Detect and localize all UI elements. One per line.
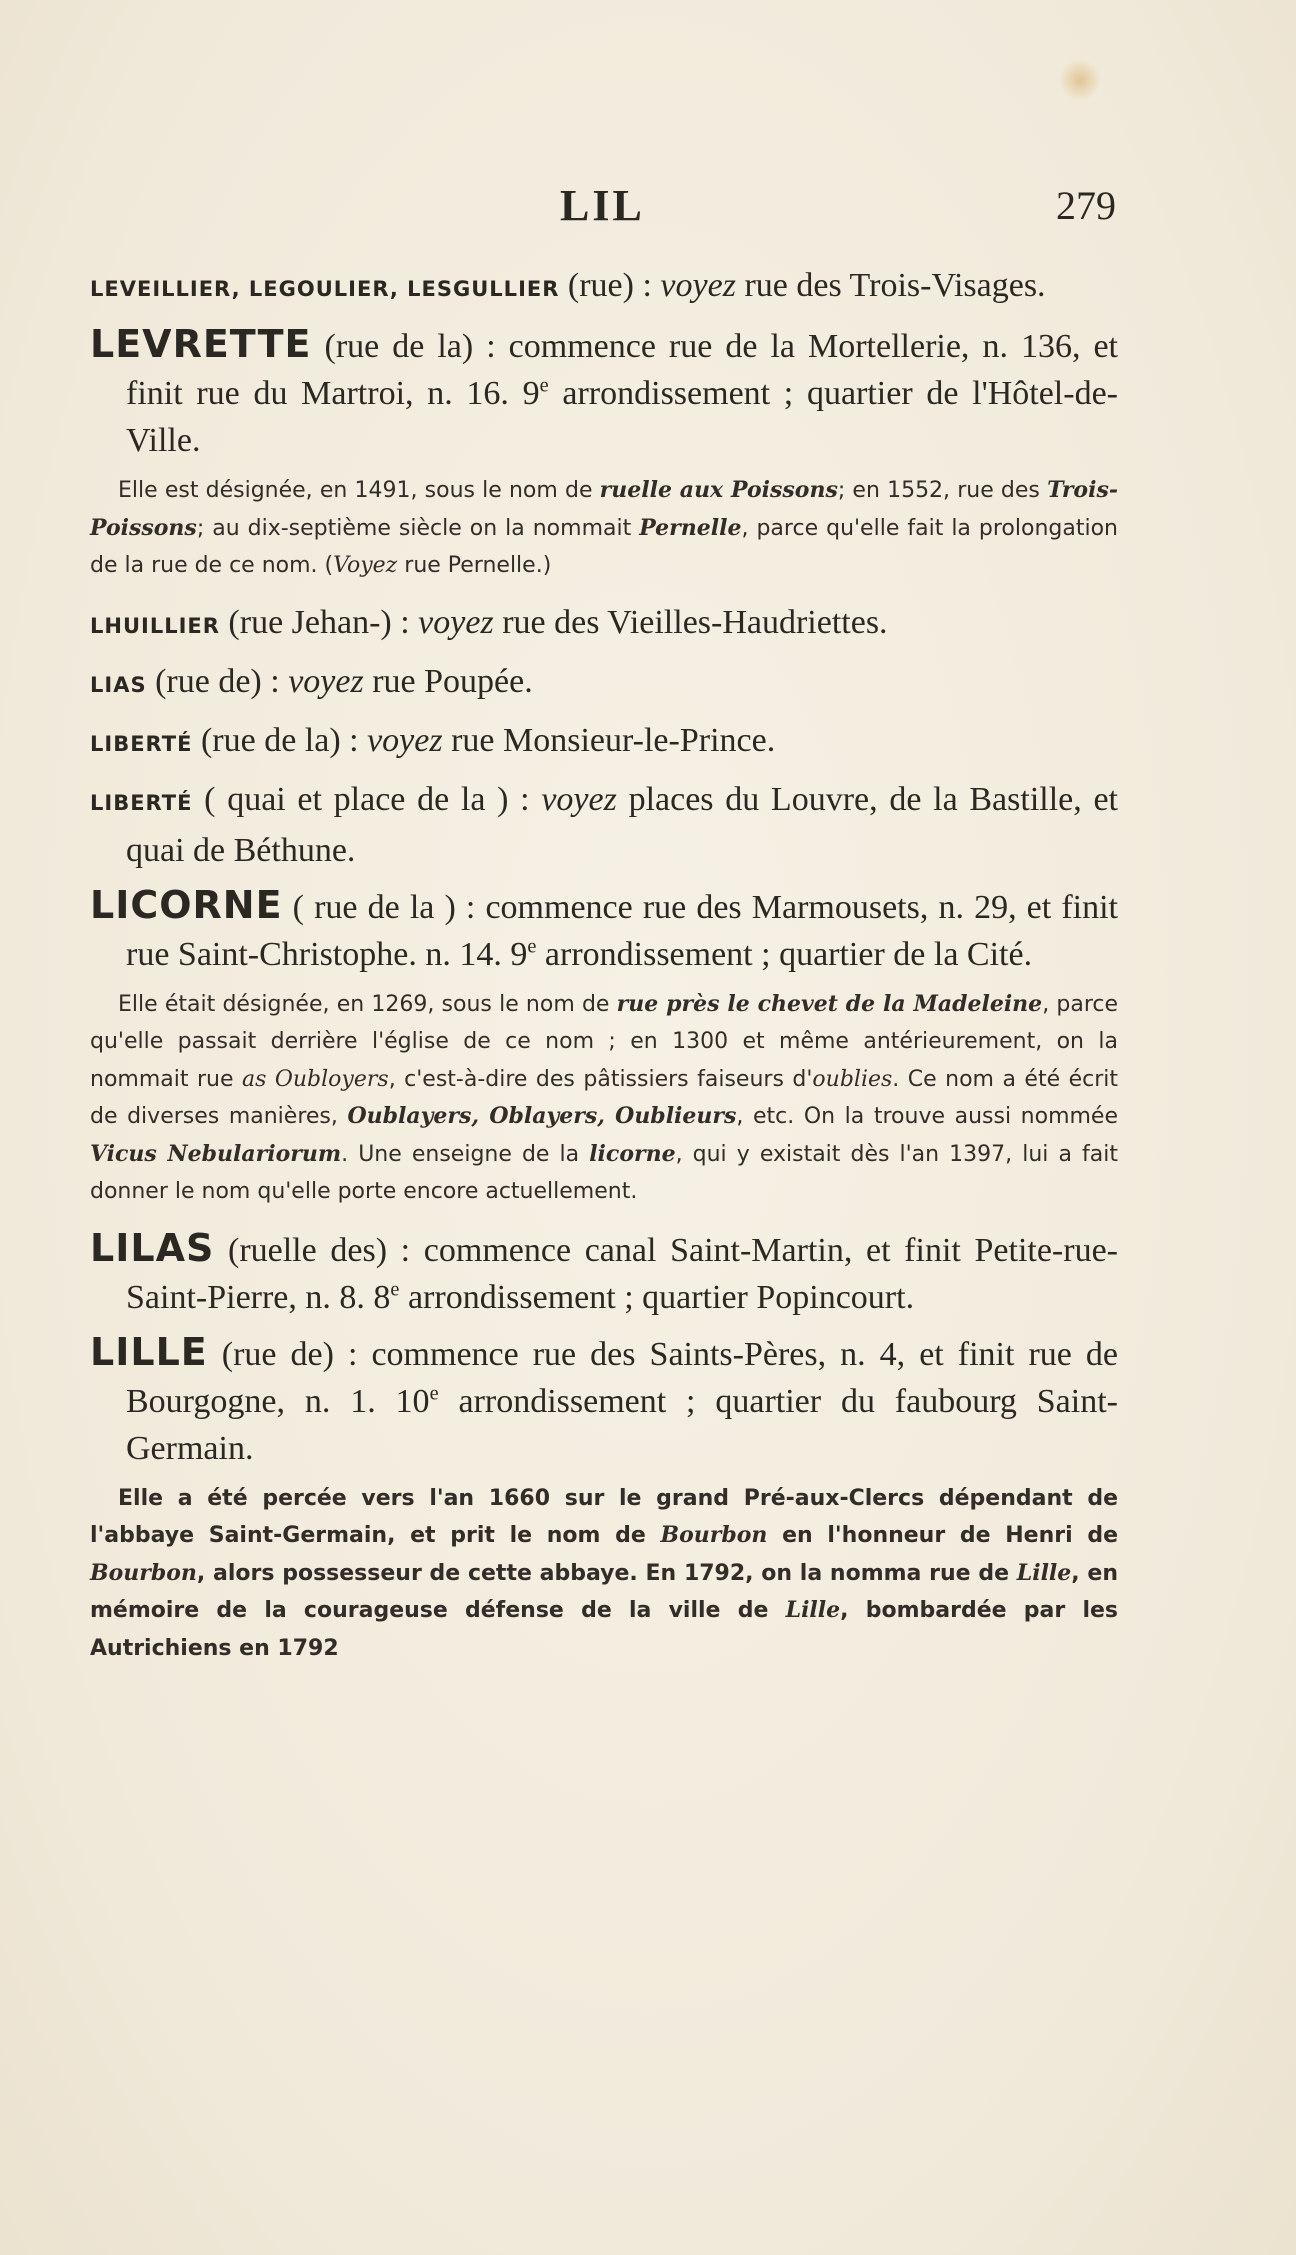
headword: LILAS [90,1225,215,1270]
cross-reference: voyez [418,603,494,641]
historical-note [90,986,1118,1211]
note-italic: Lille [785,1597,841,1623]
ordinal-suffix: e [429,1382,439,1405]
cross-reference: voyez [660,267,736,304]
note-text: ; au dix-septième siècle on la nommait [196,515,640,541]
entry-liberte-quai [90,776,1118,874]
entry-text: arrondissement ; quartier de la Cité. [536,935,1033,973]
note-italic: rue près le chevet de la Madeleine [616,990,1043,1017]
entry-lias [90,658,1118,709]
note-text: , parce qu'elle passait derrière l'église de ce nom ; en 1300 et même antérieurement, on la nommait rue [90,991,1119,1092]
entry-levrette [90,321,1118,464]
ordinal-suffix: e [539,374,549,397]
cross-reference: voyez [367,721,443,759]
note-italic: Vicus Nebulariorum [90,1140,342,1167]
note-text: , en mémoire de la courageuse défense de la ville de [90,1560,1118,1623]
note-italic: Trois-Poissons [90,477,1118,541]
entry-liberte-rue [90,717,1118,768]
entry-text: (rue de la) : commence rue de la Mortellerie, n. 136, et finit rue du Martroi, n. 16. 9 [126,328,1118,412]
note-text: . Une enseigne de la [341,1141,590,1167]
cross-reference: voyez [288,662,364,700]
note-text: , qui y existait dès l'an 1397, lui a fait donner le nom qu'elle porte encore actuellement. [90,1141,1118,1204]
entry-lille [90,1329,1118,1472]
ordinal-suffix: e [527,935,537,958]
note-text: Elle a été percée vers l'an 1660 sur le grand Pré-aux-Clercs dépendant de l'abbaye Saint-Germain, et prit le nom de [90,1485,1118,1548]
note-italic: Lille [1016,1559,1072,1586]
entry-text: arrondissement ; quartier Popincourt. [399,1278,915,1316]
entry-text: (rue de) : [146,662,289,700]
note-text: , c'est-à-dire des pâtissiers faiseurs d' [388,1066,813,1092]
entry-lhuillier [90,599,1118,650]
headword: LHUILLIER [90,613,220,638]
note-italic: as Oubloyers [241,1066,389,1092]
entry-text: arrondissement ; quartier de l'Hôtel-de-Ville. [126,375,1118,459]
page-body [90,262,1118,1681]
note-italic: Oublayers, Oblayers, Oublieurs [347,1103,737,1129]
entry-text: ( quai et place de la ) : [192,780,542,818]
entry-licorne [90,882,1118,978]
entry-text: places du Louvre, de la Bastille, et quai de Béthune. [126,780,1118,869]
note-text: Elle était désignée, en 1269, sous le nom de [118,991,617,1017]
ordinal-suffix: e [390,1278,400,1301]
note-text: Elle est désignée, en 1491, sous le nom de [118,478,600,503]
note-text: , etc. On la trouve aussi nommée [736,1104,1119,1129]
entry-text: arrondissement ; quartier du faubourg Saint-Germain. [126,1382,1118,1467]
note-italic: Voyez [333,553,398,578]
headword: LICORNE [90,882,283,927]
headword: LEVRETTE [90,322,312,366]
entry-text: (ruelle des) : commence canal Saint-Martin, et finit Petite-rue-Saint-Pierre, n. 8. 8 [126,1231,1118,1316]
note-text: , bombardée par les Autrichiens en 1792 [90,1598,1118,1661]
cross-reference: voyez [541,780,617,818]
note-text: , alors possesseur de cette abbaye. En 1792, on la nomma rue de [196,1560,1017,1586]
entry-text: (rue) : [559,267,661,304]
page-header [0,180,1296,240]
note-italic: ruelle aux Poissons [599,477,838,503]
note-text: . Ce nom a été écrit de diverses manières, [90,1066,1119,1129]
entry-leveillier [90,262,1118,313]
note-italic: licorne [589,1140,676,1167]
note-italic: Bourbon [660,1522,768,1548]
note-text: rue Pernelle.) [397,553,552,578]
note-italic: oublies [812,1066,893,1092]
note-italic: Bourbon [90,1559,197,1586]
note-text: ; en 1552, rue des [837,478,1048,503]
note-text: en l'honneur de Henri de [767,1523,1118,1548]
entry-text: (rue Jehan-) : [219,603,419,641]
entry-text: (rue de la) : [192,721,368,759]
historical-note [90,472,1118,585]
headword: LIBERTÉ [90,790,193,815]
entry-text: rue Poupée. [363,662,533,700]
entry-lilas [90,1225,1118,1321]
paper-stain [1060,60,1100,100]
running-title: LIL [560,181,645,230]
note-text: , parce qu'elle fait la prolongation de la rue de ce nom. ( [90,515,1118,578]
page-number: 279 [1056,183,1116,228]
note-italic: Pernelle [639,514,742,541]
headword: LIAS [90,672,147,697]
headword: LEVEILLIER, LEGOULIER, LESGULLIER [90,277,560,301]
entry-text: rue Monsieur-le-Prince. [442,721,776,759]
entry-text: (rue de) : commence rue des Saints-Pères, n. 4, et finit rue de Bourgogne, n. 1. 10 [126,1335,1118,1420]
entry-text: ( rue de la ) : commence rue des Marmousets, n. 29, et finit rue Saint-Christophe. n. 14. 9 [126,888,1118,973]
headword: LILLE [90,1329,208,1374]
entry-text: rue des Trois-Visages. [735,267,1046,304]
historical-note [90,1480,1118,1668]
entry-text: rue des Vieilles-Haudriettes. [493,603,888,641]
headword: LIBERTÉ [90,731,193,756]
